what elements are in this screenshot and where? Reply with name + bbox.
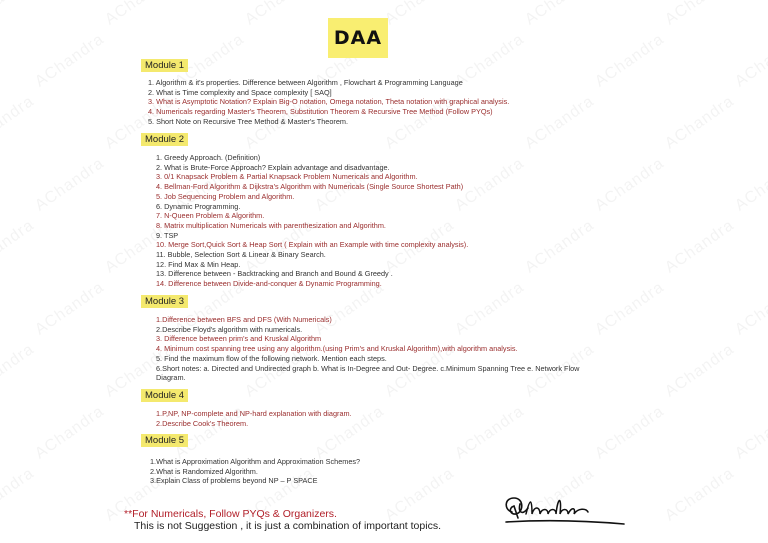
list-item: 2.Describe Cook's Theorem. xyxy=(156,418,249,428)
list-item: 1.P,NP, NP-complete and NP-hard explanation with diagram. xyxy=(156,409,352,418)
watermark-text xyxy=(732,279,768,340)
list-item: 4. Minimum cost spanning tree using any algorithm.(using Prim's and Kruskal Algorithm),with algorithm analysis. xyxy=(156,344,518,354)
watermark-text xyxy=(662,341,738,402)
list-item: 6.Short notes: a. Directed and Undirected graph b. What is In-Degree and Out- Degree. c.Minimum Spanning Tree e. Network Flow xyxy=(156,363,580,373)
watermark-text xyxy=(0,341,38,402)
disclaimer-note: This is not Suggestion , it is just a combination of important topics. xyxy=(134,520,441,532)
list-item: 2.What is Randomized Algorithm. xyxy=(150,466,258,476)
watermark-text xyxy=(662,0,738,29)
list-item: 7. N-Queen Problem & Algorithm. xyxy=(156,211,265,221)
watermark-text xyxy=(382,465,458,526)
list-item: 9. TSP xyxy=(156,230,179,240)
page-title: DAA xyxy=(328,18,388,58)
list-item: 3. What is Asymptotic Notation? Explain Big-O notation, Omega notation, Theta notation with graphical analysis. xyxy=(148,97,510,107)
watermark-text xyxy=(592,403,668,464)
list-item: 1.What is Approximation Algorithm and Approximation Schemes? xyxy=(150,457,361,466)
watermark-text xyxy=(592,279,668,340)
watermark-text xyxy=(662,217,738,278)
watermark-text xyxy=(0,93,38,154)
watermark-text xyxy=(32,155,108,216)
list-item: 3. 0/1 Knapsack Problem & Partial Knapsack Problem Numericals and Algorithm. xyxy=(156,172,418,182)
module-5-label: Module 5 xyxy=(141,434,188,447)
watermark-text xyxy=(662,93,738,154)
list-item: 13. Difference between - Backtracking and Branch and Bound & Greedy . xyxy=(156,269,393,279)
module-3-list xyxy=(156,315,579,383)
list-item: 8. Matrix multiplication Numericals with parenthesization and Algorithm. xyxy=(156,220,386,230)
watermark-text xyxy=(662,465,738,526)
list-item: 4. Numericals regarding Master's Theorem, Substitution Theorem & Recursive Tree Method (Follow PYQs) xyxy=(148,107,493,117)
list-item: 14. Difference between Divide-and-conquer & Dynamic Programming. xyxy=(156,279,382,289)
list-item: 1. Greedy Approach. (Definition) xyxy=(156,153,261,162)
numericals-note: **For Numericals, Follow PYQs & Organizers. xyxy=(124,508,337,520)
watermark-text xyxy=(32,31,108,92)
watermark-text xyxy=(522,217,598,278)
watermark-text xyxy=(0,465,38,526)
watermark-text xyxy=(452,403,528,464)
list-item: 1.Difference between BFS and DFS (With Numericals) xyxy=(156,315,332,324)
list-item: 1. Algorithm & it's properties. Difference between Algorithm , Flowchart & Programming Language xyxy=(148,78,463,87)
list-item: 5. Find the maximum flow of the following network. Mention each steps. xyxy=(156,353,387,363)
list-item: 11. Bubble, Selection Sort & Linear & Binary Search. xyxy=(156,250,326,260)
module-5-list xyxy=(150,457,360,486)
watermark-text xyxy=(732,155,768,216)
watermark-text xyxy=(732,31,768,92)
list-item: 4. Bellman-Ford Algorithm & Dijkstra's Algorithm with Numericals (Single Source Shortest Path) xyxy=(156,182,464,192)
list-item: 10. Merge Sort,Quick Sort & Heap Sort ( Explain with an Example with time complexity analysis). xyxy=(156,240,469,250)
list-item: 6. Dynamic Programming. xyxy=(156,201,241,211)
module-1-list xyxy=(148,78,509,127)
list-item: Diagram. xyxy=(156,373,186,383)
module-2-list xyxy=(156,153,468,289)
module-2-label: Module 2 xyxy=(141,133,188,146)
watermark-text xyxy=(242,0,318,29)
list-item: 5. Job Sequencing Problem and Algorithm. xyxy=(156,191,295,201)
watermark-text xyxy=(32,279,108,340)
list-item: 3.Explain Class of problems beyond NP – P SPACE xyxy=(150,476,318,486)
module-4-label: Module 4 xyxy=(141,389,188,402)
list-item: 2. What is Time complexity and Space complexity [ SAQ] xyxy=(148,87,332,97)
watermark-text xyxy=(32,403,108,464)
module-4-list xyxy=(156,409,352,428)
watermark-text xyxy=(592,155,668,216)
list-item: 5. Short Note on Recursive Tree Method & Master's Theorem. xyxy=(148,116,348,126)
signature-image xyxy=(498,490,628,532)
list-item: 3. Difference between prim's and Kruskal Algorithm xyxy=(156,334,322,344)
watermark-text xyxy=(522,0,598,29)
watermark-text xyxy=(0,0,38,29)
list-item: 2.Describe Floyd's algorithm with numericals. xyxy=(156,324,303,334)
list-item: 12. Find Max & Min Heap. xyxy=(156,259,241,269)
watermark-text xyxy=(102,0,178,29)
watermark-text xyxy=(382,0,458,29)
module-1-label: Module 1 xyxy=(141,59,188,72)
list-item: 2. What is Brute-Force Approach? Explain advantage and disadvantage. xyxy=(156,162,390,172)
watermark-text xyxy=(0,217,38,278)
watermark-text xyxy=(522,93,598,154)
watermark-text xyxy=(592,31,668,92)
watermark-text xyxy=(732,403,768,464)
module-3-label: Module 3 xyxy=(141,295,188,308)
